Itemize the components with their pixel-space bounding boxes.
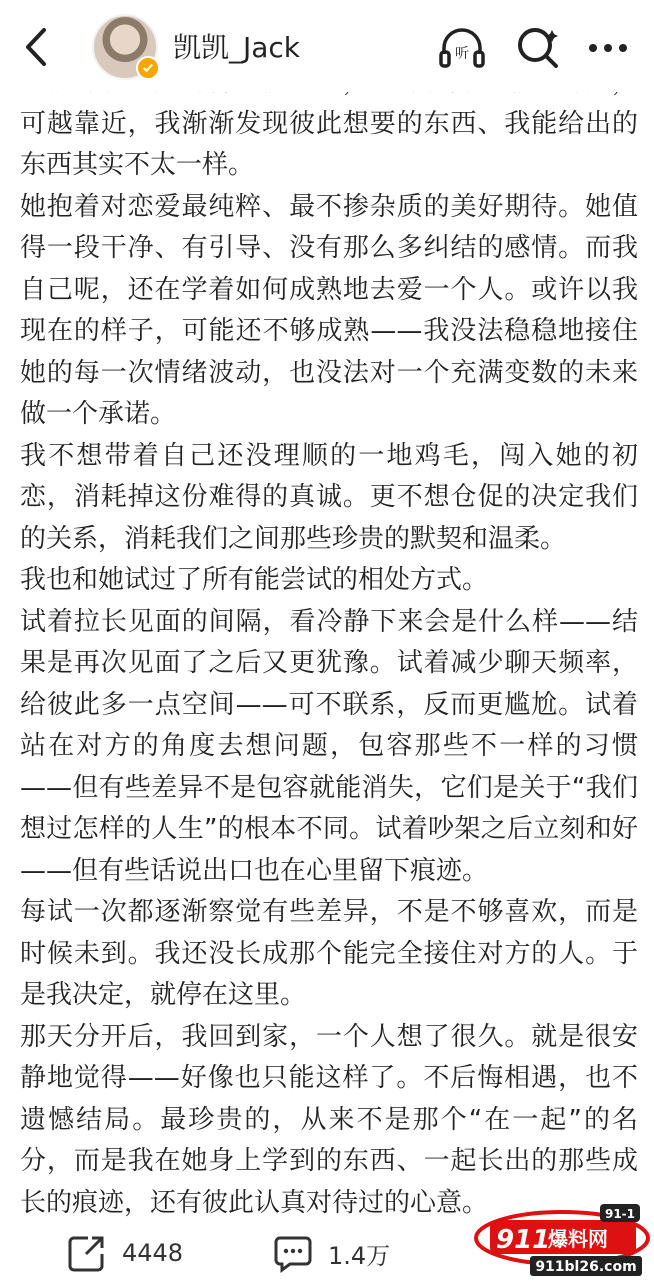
post-paragraph: 我不想带着自己还没理顺的一地鸡毛，闯入她的初恋，消耗掉这份难得的真诚。更不想仓促的决定我们的关系，消耗我们之间那些珍贵的默契和温柔。: [20, 440, 638, 554]
repost-icon: [66, 1232, 108, 1274]
svg-text:听: 听: [455, 46, 469, 62]
more-icon[interactable]: [582, 22, 634, 74]
username[interactable]: 凯凯_Jack: [173, 31, 301, 64]
listen-icon[interactable]: [436, 22, 488, 74]
post-paragraph: 可越靠近，我渐渐发现彼此想要的东西、我能给出的东西其实不太一样。: [20, 108, 638, 180]
post-paragraph: 试着拉长见面的间隔，看冷静下来会是什么样——结果是再次见面了之后又更犹豫。试着减少聊天频率，给彼此多一点空间——可不联系，反而更尴尬。试着站在对方的角度去想问题，包容那些不一样的习惯——但有些差异不是包容就能消失，它们是关于“我们想过怎样的人生”的根本不同。试着吵架之后立刻和好——但有些话说出口也在心里留下痕迹。: [20, 606, 638, 886]
top-bar: [0, 0, 654, 92]
comment-count: 1.4万: [328, 1241, 391, 1270]
repost-button[interactable]: [66, 1232, 183, 1274]
watermark-url: 911bl26.com: [535, 1259, 637, 1275]
comment-button[interactable]: [272, 1232, 390, 1274]
repost-count: 4448: [122, 1239, 184, 1267]
comment-icon: [272, 1232, 314, 1274]
back-icon[interactable]: [14, 24, 60, 70]
verified-badge-icon: [136, 56, 160, 80]
watermark-badge: 91-1: [604, 1207, 636, 1221]
watermark-brand: 爆料网: [548, 1227, 608, 1251]
post-paragraph: 每试一次都逐渐察觉有些差异，不是不够喜欢，而是时候未到。我还没长成那个能完全接住对方的人。于是我决定，就停在这里。: [20, 897, 638, 1010]
post-paragraph: 那天分开后，我回到家，一个人想了很久。就是很安静地觉得——好像也只能这样了。不后悔相遇，也不遗憾结局。最珍贵的，从来不是那个“在一起”的名分，而是我在她身上学到的东西、一起长出的那些成长的痕迹，还有彼此认真对待过的心意。: [20, 1021, 638, 1218]
post-body: [20, 62, 638, 1224]
watermark-number: 911: [496, 1225, 551, 1255]
watermark-logo: [470, 1198, 650, 1278]
search-icon[interactable]: [512, 22, 564, 74]
post-paragraph: 我也和她试过了所有能尝试的相处方式。: [20, 565, 489, 595]
post-paragraph: 她抱着对恋爱最纯粹、最不掺杂质的美好期待。她值得一段干净、有引导、没有那么多纠结的感情。而我自己呢，还在学着如何成熟地去爱一个人。或许以我现在的样子，可能还不够成熟——我没法稳稳地接住她的每一次情绪波动，也没法对一个充满变数的未来做一个承诺。: [20, 191, 638, 429]
